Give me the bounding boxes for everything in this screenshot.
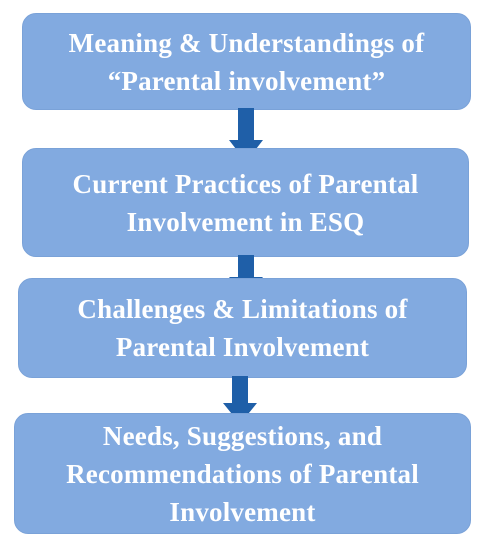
flow-step-meaning [22,13,471,110]
flow-step-current-practices [22,148,469,257]
step-4-line-1: Needs, Suggestions, and [102,420,383,451]
step-1-line-1: Meaning & Understandings of [68,27,425,58]
step-3-line-2: Parental Involvement [115,332,370,362]
step-3-line-1: Challenges & Limitations of [77,294,408,324]
step-2-line-1: Current Practices of Parental [72,168,419,199]
step-1-line-2: “Parental involvement” [107,65,386,96]
step-4-line-2: Recommendations of Parental [66,458,419,489]
step-4-line-3: Involvement [169,496,316,527]
step-2-line-2: Involvement in ESQ [126,206,365,237]
flow-step-needs-suggestions [14,413,471,534]
flow-step-challenges [18,278,467,378]
